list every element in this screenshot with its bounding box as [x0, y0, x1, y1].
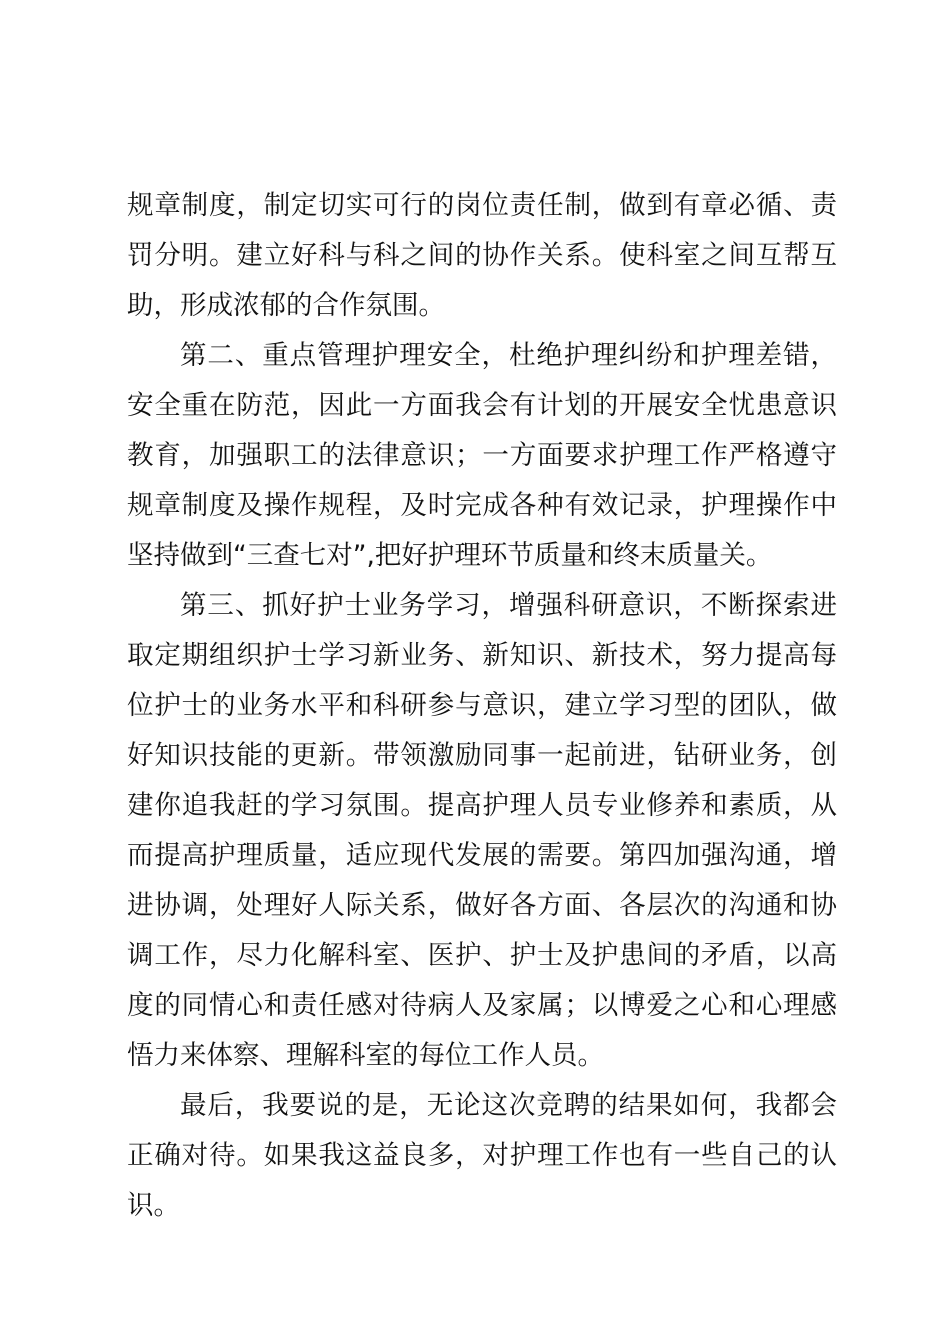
paragraph-3: 第三、抓好护士业务学习，增强科研意识，不断探索进取定期组织护士学习新业务、新知识、新技术，努力提高每位护士的业务水平和科研参与意识，建立学习型的团队，做好知识技能的更新。带领激励同事一起前进，钻研业务，创建你追我赶的学习氛围。提高护理人员专业修养和素质，从而提高护理质量，适应现代发展的需要。第四加强沟通，增进协调，处理好人际关系，做好各方面、各层次的沟通和协调工作，尽力化解科室、医护、护士及护患间的矛盾，以高度的同情心和责任感对待病人及家属；以博爱之心和心理感悟力来体察、理解科室的每位工作人员。 — [127, 590, 837, 1071]
document-body — [127, 181, 837, 1231]
paragraph-1: 规章制度，制定切实可行的岗位责任制，做到有章必循、责罚分明。建立好科与科之间的协作关系。使科室之间互帮互助，形成浓郁的合作氛围。 — [127, 190, 837, 321]
paragraph-4: 最后，我要说的是，无论这次竞聘的结果如何，我都会正确对待。如果我这益良多，对护理工作也有一些自己的认识。 — [127, 1090, 837, 1221]
paragraph-2: 第二、重点管理护理安全，杜绝护理纠纷和护理差错，安全重在防范，因此一方面我会有计划的开展安全忧患意识教育，加强职工的法律意识；一方面要求护理工作严格遵守规章制度及操作规程，及时完成各种有效记录，护理操作中坚持做到“三查七对”,把好护理环节质量和终末质量关。 — [127, 340, 837, 571]
